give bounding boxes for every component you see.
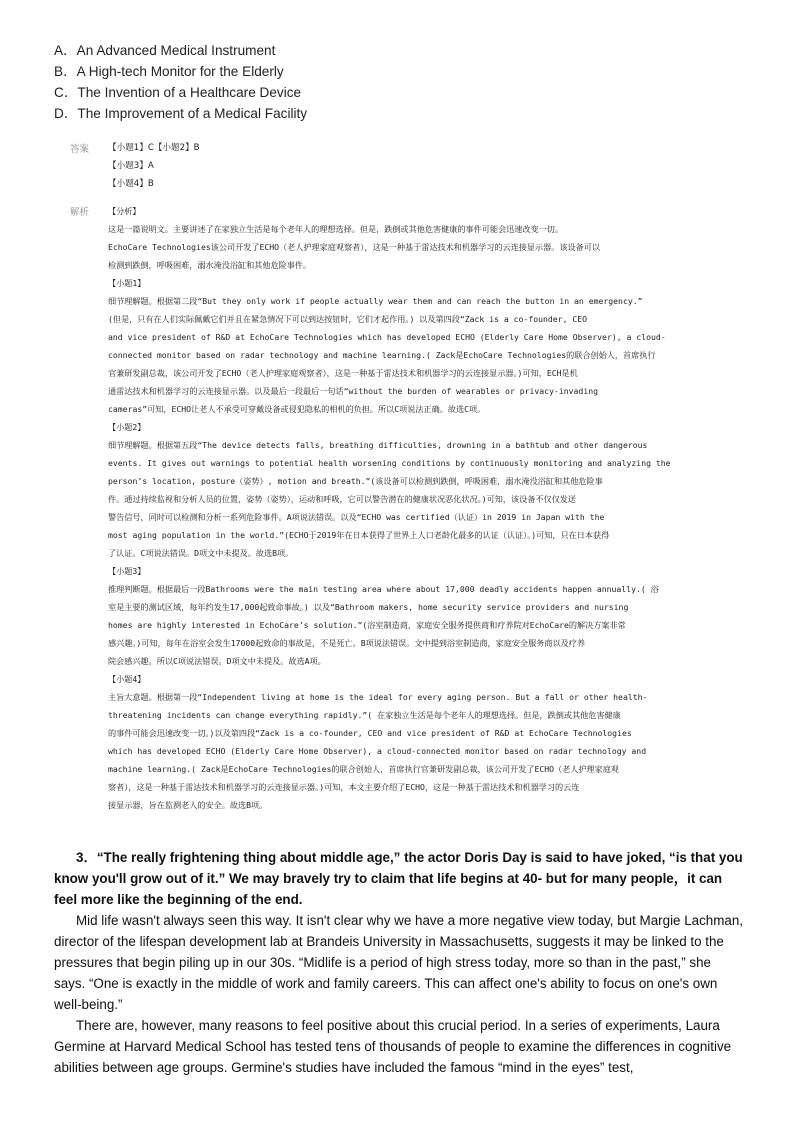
analysis-line: 警告信号，同时可以检测和分析一系列危险事件。A项说法错误。以及“ECHO was certified（认证）in 2019 in Japan with the bbox=[108, 512, 605, 522]
analysis-block bbox=[108, 202, 726, 814]
answer-line-3: 【小题4】B bbox=[108, 179, 154, 189]
option-d: D．The Improvement of a Medical Facility bbox=[54, 106, 308, 121]
analysis-line: 细节理解题。根据第五段“The device detects falls, breathing difficulties, drowning in a bathtub and other dangerous bbox=[108, 440, 648, 450]
option-a: A．An Advanced Medical Instrument bbox=[54, 43, 276, 58]
analysis-line: 了认证。C项说法错误。D项文中未提及。故选B项。 bbox=[108, 548, 294, 558]
answer-options bbox=[54, 40, 307, 124]
analysis-line: 这是一篇说明文。主要讲述了在家独立生活是每个老年人的理想选择。但是，跌倒或其他危害健康的事件可能会迅速改变一切。 bbox=[108, 224, 564, 234]
passage-question-stem: 3．“The really frightening thing about middle age,” the actor Doris Day is said to have joked, “is that you know you'll grow out of it.” We may bravely try to claim that life begins at 40- but for many people，it can feel more like the beginning of the end. bbox=[54, 850, 743, 907]
analysis-line: 主旨大意题。根据第一段“Independent living at home is the ideal for every aging person. But a fall or other health- bbox=[108, 692, 648, 702]
option-b: B．A High-tech Monitor for the Elderly bbox=[54, 64, 284, 79]
analysis-line: 通雷达技术和机器学习的云连接显示器。以及最后一段最后一句话“without the burden of wearables or privacy-invading bbox=[108, 386, 598, 396]
analysis-line: which has developed ECHO (Elderly Care Home Observer), a cloud-connected monitor based on radar technology and bbox=[108, 746, 647, 756]
analysis-line: 推理判断题。根据最后一段Bathrooms were the main testing area where about 17,000 deadly accidents happen annually.( 浴 bbox=[108, 584, 659, 594]
analysis-line: 件。通过持续监视和分析人员的位置，姿势（姿势），运动和呼吸，它可以警告潜在的健康状况恶化状况。)可知，该设备不仅仅发送 bbox=[108, 494, 577, 504]
answer-block bbox=[108, 139, 200, 193]
analysis-line: 【小题3】 bbox=[108, 566, 146, 576]
analysis-line: 察者），这是一种基于雷达技术和机器学习的云连接显示器。)可知，本文主要介绍了ECHO，这是一种基于雷达技术和机器学习的云连 bbox=[108, 782, 580, 792]
analysis-label: 解析 bbox=[70, 207, 90, 218]
analysis-line: 室是主要的测试区域，每年约发生17,000起致命事故。) 以及“Bathroom makers, home security service providers and nursing bbox=[108, 602, 629, 612]
answer-line-2: 【小题3】A bbox=[108, 161, 154, 171]
analysis-line: 细节理解题。根据第二段“But they only work if people actually wear them and can reach the button in an emergency.” bbox=[108, 296, 643, 306]
analysis-line: homes are highly interested in EchoCare’s solution.”(浴室制造商，家庭安全服务提供商和疗养院对EchoCare的解决方案非常 bbox=[108, 620, 626, 630]
analysis-line: and vice president of R&D at EchoCare Technologies which has developed ECHO (Elderly Care Home Observer), a cloud- bbox=[108, 332, 666, 342]
option-c: C．The Invention of a Healthcare Device bbox=[54, 85, 302, 100]
answer-line-1: 【小题1】C【小题2】B bbox=[108, 143, 200, 153]
analysis-line: 【小题1】 bbox=[108, 278, 146, 288]
analysis-line: machine learning.( Zack是EchoCare Technologies的联合创始人，首席执行官兼研发副总裁，该公司开发了ECHO（老人护理家庭观 bbox=[108, 764, 620, 774]
analysis-line: (但是，只有在人们实际佩戴它们并且在紧急情况下可以到达按钮时，它们才起作用。) 以及第四段“Zack is a co-founder, CEO bbox=[108, 314, 588, 324]
reading-passage bbox=[54, 847, 744, 1078]
analysis-line: 院会感兴趣。所以C项说法错误。D项文中未提及。故选A项。 bbox=[108, 656, 326, 666]
analysis-line: 接显示器，旨在监测老人的安全。故选B项。 bbox=[108, 800, 268, 810]
analysis-line: cameras”可知，ECHO让老人不承受可穿戴设备或侵犯隐私的相机的负担。所以C项说法正确。故选C项。 bbox=[108, 404, 486, 414]
analysis-line: 【小题4】 bbox=[108, 674, 146, 684]
analysis-line: threatening incidents can change everything rapidly.”( 在家独立生活是每个老年人的理想选择。但是，跌倒或其他危害健康 bbox=[108, 710, 621, 720]
analysis-line: 感兴趣。)可知，每年在浴室会发生17000起致命的事故是，不是死亡。B项说法错误。文中提到浴室制造商，家庭安全服务商以及疗养 bbox=[108, 638, 586, 648]
analysis-line: 的事件可能会迅速改变一切。)以及第四段“Zack is a co-founder, CEO and vice president of R&D at EchoCare Technologies bbox=[108, 728, 632, 738]
analysis-line: events. It gives out warnings to potential health worsening conditions by continuously monitoring and analyzing the bbox=[108, 458, 671, 468]
analysis-line: 官兼研发副总裁，该公司开发了ECHO（老人护理家庭观察者），这是一种基于雷达技术和机器学习的云连接显示器。)可知，ECH是机 bbox=[108, 368, 578, 378]
analysis-line: EchoCare Technologies该公司开发了ECHO（老人护理家庭观察者），这是一种基于雷达技术和机器学习的云连接显示器。该设备可以 bbox=[108, 242, 600, 252]
analysis-line: 【分析】 bbox=[108, 206, 141, 216]
analysis-line: 【小题2】 bbox=[108, 422, 146, 432]
answer-label: 答案 bbox=[70, 144, 90, 155]
passage-paragraph-2: There are, however, many reasons to feel positive about this crucial period. In a series of experiments, Laura Germine at Harvard Medical School has tested tens of thousands of people to examine the differences in cognitive abilities between age groups. Germine's studies have included the famous “mind in the eyes” test, bbox=[54, 1018, 732, 1075]
analysis-line: connected monitor based on radar technology and machine learning.( Zack是EchoCare Technologies的联合创始人，首席执行 bbox=[108, 350, 656, 360]
analysis-line: most aging population in the world.”(ECHO于2019年在日本获得了世界上人口老龄化最多的认证（认证）。)可知，只在日本获得 bbox=[108, 530, 610, 540]
analysis-line: 检测到跌倒，呼吸困难，溺水淹没浴缸和其他危险事件。 bbox=[108, 260, 312, 270]
analysis-line: person’s location, posture（姿势）, motion and breath.”(该设备可以检测到跌倒，呼吸困难，溺水淹没浴缸和其他危险事 bbox=[108, 476, 603, 486]
passage-paragraph-1: Mid life wasn't always seen this way. It isn't clear why we have a more negative view today, but Margie Lachman, director of the lifespan development lab at Brandeis University in Massachusetts, suggests it may be linked to the pressures that begin piling up in our 30s. “Midlife is a period of high stress today, more so than in the past,” she says. “One is exactly in the middle of work and family careers. This can affect one's ability to focus on one's own well-being.” bbox=[54, 913, 744, 1012]
